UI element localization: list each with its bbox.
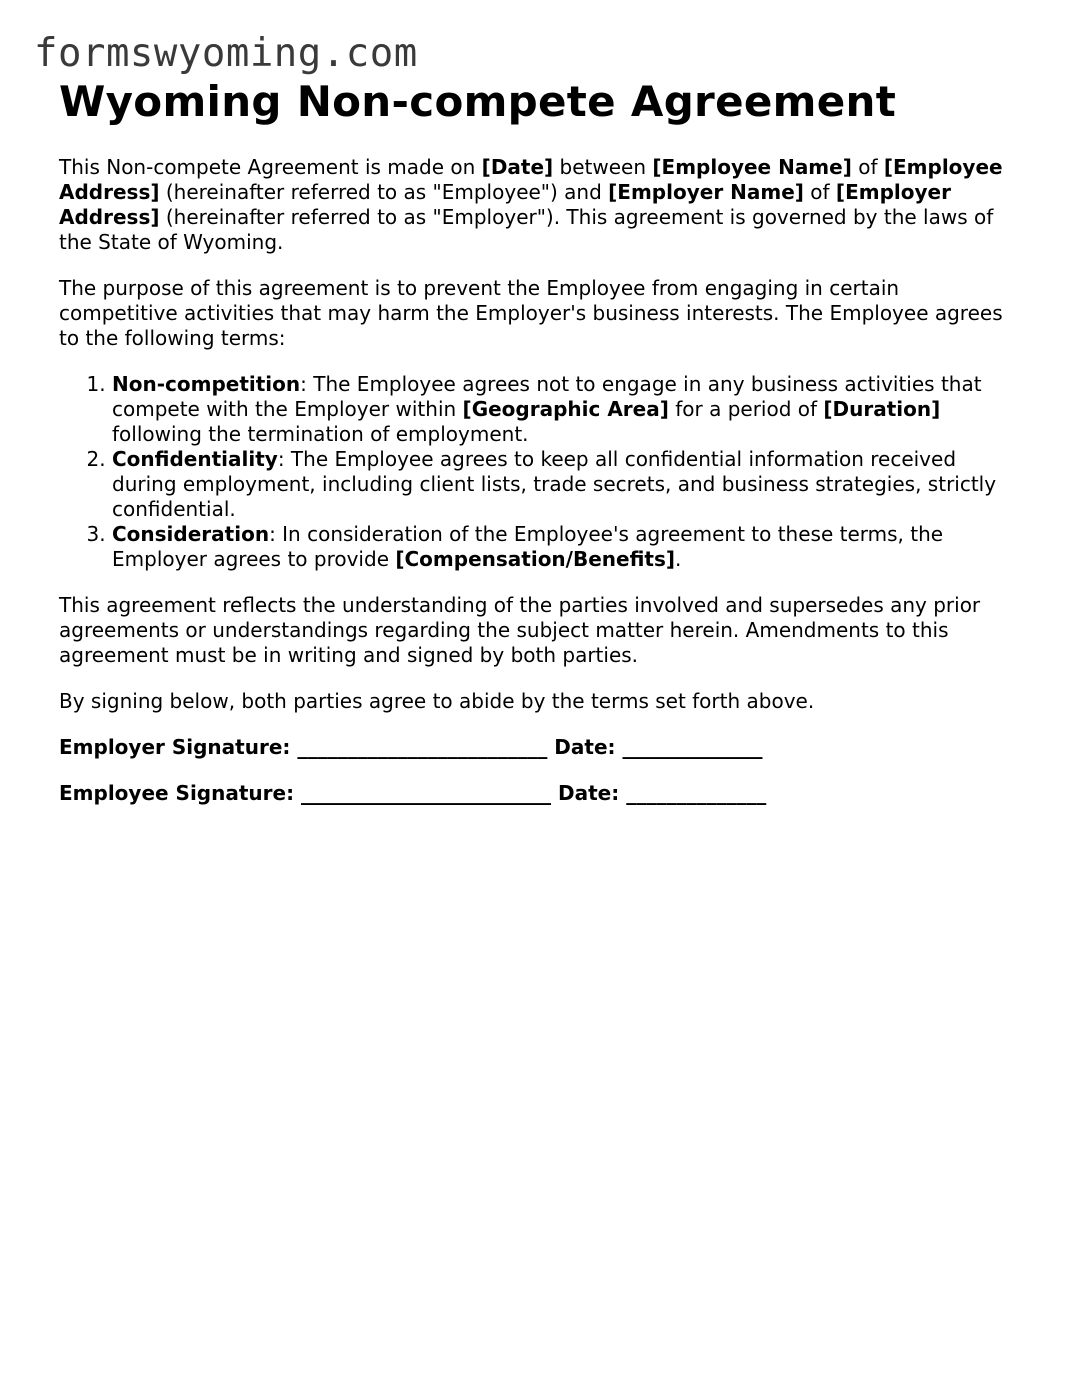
- document: [59, 78, 1019, 806]
- site-watermark: formswyoming.com: [34, 31, 418, 76]
- employer-address-placeholder: [Employer Address]: [59, 180, 951, 229]
- employee-signature-line: Employee Signature: _________________________ Date: ______________: [59, 781, 767, 805]
- employee-address-placeholder: [Employee Address]: [59, 155, 1003, 204]
- geographic-area-placeholder: [Geographic Area]: [462, 397, 669, 421]
- employer-name-placeholder: [Employer Name]: [608, 180, 804, 204]
- intro-paragraph: This Non-compete Agreement is made on [Date] between [Employee Name] of [Employee Address] (hereinafter referred to as "Employee") and [Employer Name] of [Employer Address] (hereinafter referred to as "Employer"). This agreement is governed by the laws of the State of Wyoming.: [59, 155, 1003, 254]
- terms-list: [59, 372, 1019, 572]
- date-placeholder: [Date]: [481, 155, 554, 179]
- term-non-competition: 1. Non-competition: The Employee agrees not to engage in any business activities that compete with the Employer within [Geographic Area] for a period of [Duration] following the termination of employment.: [112, 372, 1019, 447]
- employer-signature-line: Employer Signature: _________________________ Date: ______________: [59, 735, 763, 759]
- final-paragraph: By signing below, both parties agree to abide by the terms set forth above.: [59, 689, 815, 713]
- page-title: Wyoming Non-compete Agreement: [59, 77, 897, 126]
- compensation-placeholder: [Compensation/Benefits]: [395, 547, 676, 571]
- term-confidentiality: 2. Confidentiality: The Employee agrees to keep all confidential information received during employment, including client lists, trade secrets, and business strategies, strictly confidential.: [112, 447, 1019, 522]
- closing-paragraph: This agreement reflects the understanding of the parties involved and supersedes any prior agreements or understandings regarding the subject matter herein. Amendments to this agreement must be in writing and signed by both parties.: [59, 593, 981, 667]
- term-consideration: 3. Consideration: In consideration of the Employee's agreement to these terms, the Employer agrees to provide [Compensation/Benefits].: [112, 522, 1019, 572]
- duration-placeholder: [Duration]: [823, 397, 941, 421]
- purpose-paragraph: The purpose of this agreement is to prevent the Employee from engaging in certain competitive activities that may harm the Employer's business interests. The Employee agrees to the following terms:: [59, 276, 1003, 350]
- employee-name-placeholder: [Employee Name]: [652, 155, 852, 179]
